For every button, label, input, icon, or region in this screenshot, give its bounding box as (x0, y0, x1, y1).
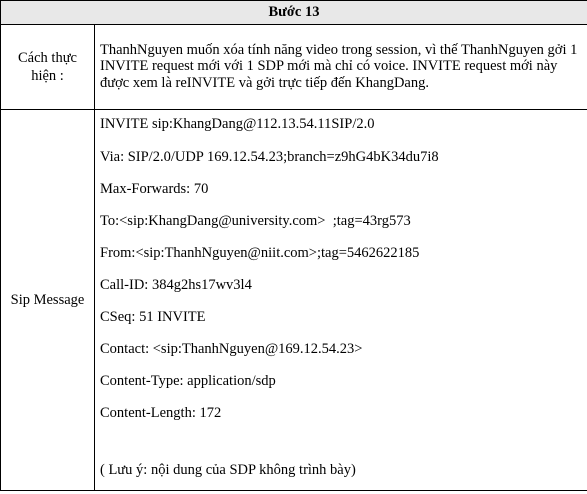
sip-header-max-forwards: Max-Forwards: 70 (100, 181, 209, 197)
sdp-note: ( Lưu ý: nội dung của SDP không trình bày) (100, 462, 356, 478)
sip-message-content (95, 110, 587, 491)
sip-header-content-type: Content-Type: application/sdp (100, 373, 276, 389)
sip-request-line: INVITE sip:KhangDang@112.13.54.11SIP/2.0 (100, 116, 375, 132)
title-row (1, 1, 587, 25)
sip-header-to: To:<sip:KhangDang@university.com> ;tag=43rg573 (100, 213, 411, 229)
sip-header-content-length: Content-Length: 172 (100, 405, 222, 421)
sip-header-via: Via: SIP/2.0/UDP 169.12.54.23;branch=z9hG4bK34du7i8 (100, 149, 439, 165)
sip-blank-line (100, 429, 581, 459)
sip-header-call-id: Call-ID: 384g2hs17wv3l4 (100, 277, 252, 293)
step-title: Bước 13 (1, 1, 587, 25)
procedure-label (1, 25, 95, 110)
sip-message-label: Sip Message (1, 110, 95, 491)
sip-header-from: From:<sip:ThanhNguyen@niit.com>;tag=5462622185 (100, 245, 420, 261)
procedure-label-line1: Cách thực (18, 50, 77, 66)
procedure-description: ThanhNguyen muốn xóa tính năng video trong session, vì thế ThanhNguyen gởi 1 INVITE request mới với 1 SDP mới mà chỉ có voice. INVITE request mới này được xem là reINVITE và gởi trực tiếp đến KhangDang. (95, 25, 587, 110)
procedure-label-line2: hiện : (31, 68, 64, 84)
sip-header-contact: Contact: <sip:ThanhNguyen@169.12.54.23> (100, 341, 363, 357)
sip-message-row (1, 110, 587, 491)
procedure-row (1, 25, 587, 110)
sip-header-cseq: CSeq: 51 INVITE (100, 309, 206, 325)
